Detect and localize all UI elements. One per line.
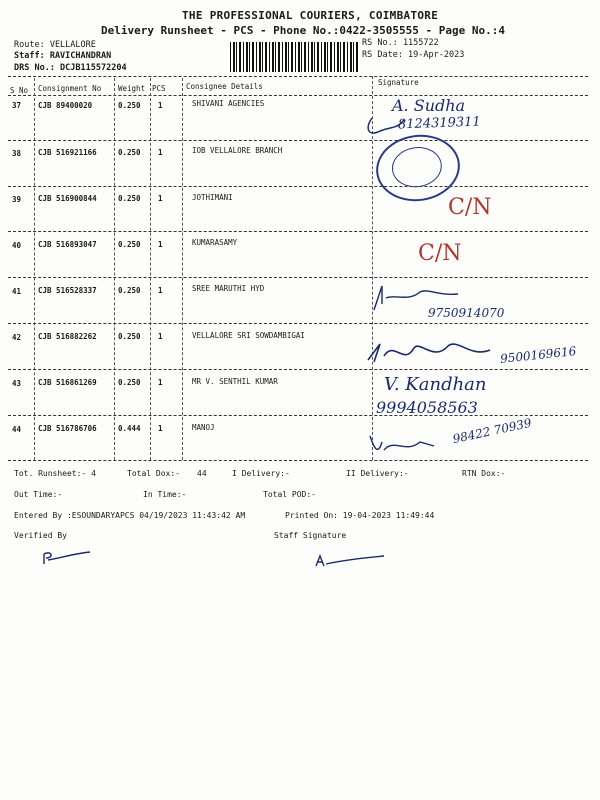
handwritten-phone: 9750914070 [428,306,505,320]
row-weight: 0.250 [118,240,141,249]
handwritten-note: C/N [418,241,462,266]
row-weight: 0.250 [118,101,141,110]
col-weight: Weight [118,84,146,93]
row-pcs: 1 [158,148,163,157]
printed-on: Printed On: 19-04-2023 11:49:44 [285,511,435,520]
handwritten-note: C/N [448,195,492,220]
row-consignment: CJB 516900844 [38,194,97,203]
row-consignee: KUMARASAMY [192,238,238,247]
row-pcs: 1 [158,101,163,110]
table-bottom-rule [8,460,588,461]
table-top-rule [8,76,588,77]
row-weight: 0.250 [118,286,141,295]
entered-by: Entered By :ESOUNDARYAPCS 04/19/2023 11:43:42 AM [14,511,246,520]
row-consignee: MANOJ [192,423,215,432]
row-weight: 0.250 [118,148,141,157]
rtn-dox: RTN Dox:- [462,469,506,478]
row-pcs: 1 [158,378,163,387]
drs-number: DRS No.: DCJB115572204 [14,63,127,73]
col-divider [114,78,115,460]
header-bottom-rule [8,95,588,96]
company-title: THE PROFESSIONAL COURIERS, COIMBATORE [182,9,439,22]
signature-scribble [360,336,500,370]
row-consignee: MR V. SENTHIL KUMAR [192,377,278,386]
col-sno: S No [10,86,29,95]
col-divider [150,78,151,460]
row-consignment: CJB 516786706 [38,424,97,433]
col-divider [182,78,183,460]
in-time: In Time:- [143,490,187,499]
row-sno: 40 [12,241,22,250]
row-sno: 43 [12,379,22,388]
ii-delivery: II Delivery:- [346,469,409,478]
out-time: Out Time:- [14,490,63,499]
handwritten-phone: 8124319311 [397,114,481,133]
row-pcs: 1 [158,332,163,341]
row-sno: 37 [12,101,22,110]
row-divider [8,186,588,187]
row-sno: 44 [12,425,22,434]
staff-label: Staff: RAVICHANDRAN [14,51,112,61]
i-delivery: I Delivery:- [232,469,290,478]
row-pcs: 1 [158,286,163,295]
route-label: Route: VELLALORE [14,40,96,50]
row-divider [8,369,588,370]
row-pcs: 1 [158,240,163,249]
row-divider [8,231,588,232]
runsheet-title: Delivery Runsheet - PCS - Phone No.:0422-3505555 - Page No.:4 [101,24,505,37]
total-dox-value: 44 [197,469,207,478]
row-consignment: CJB 516882262 [38,332,97,341]
verified-by-label: Verified By [14,531,67,540]
handwritten-name: V. Kandhan [384,374,487,395]
total-dox-label: Total Dox:- [127,469,180,478]
barcode [230,42,360,72]
row-pcs: 1 [158,194,163,203]
row-consignment: CJB 516861269 [38,378,97,387]
row-consignee: VELLALORE SRI SOWDAMBIGAI [192,331,305,340]
row-sno: 42 [12,333,22,342]
row-divider [8,140,588,141]
row-consignee: SREE MARUTHI HYD [192,284,265,293]
row-consignment: CJB 516528337 [38,286,97,295]
staff-signature-label: Staff Signature [274,531,347,540]
total-pod: Total POD:- [263,490,316,499]
handwritten-name: A. Sudha [392,96,466,115]
row-consignment: CJB 89400020 [38,101,93,110]
rs-date: RS Date: 19-Apr-2023 [362,50,465,60]
handwritten-phone: 9500169616 [499,344,577,366]
handwritten-phone: 9994058563 [376,398,478,417]
verifier-signature-scribble [38,548,98,568]
col-consignment: Consignment No [38,84,102,93]
row-consignment: CJB 516893047 [38,240,97,249]
row-sno: 39 [12,195,22,204]
row-consignee: SHIVANI AGENCIES [192,99,265,108]
rs-number: RS No.: 1155722 [362,38,439,48]
row-pcs: 1 [158,424,163,433]
row-sno: 41 [12,287,22,296]
row-weight: 0.250 [118,194,141,203]
row-consignment: CJB 516921166 [38,148,97,157]
row-weight: 0.250 [118,332,141,341]
col-consignee: Consignee Details [186,82,263,91]
staff-signature-scribble [310,552,390,570]
row-divider [8,323,588,324]
row-divider [8,415,588,416]
signature-scribble [364,428,444,460]
row-weight: 0.444 [118,424,141,433]
col-pcs: PCS [152,84,166,93]
row-divider [8,277,588,278]
row-sno: 38 [12,149,22,158]
col-signature: Signature [378,78,419,87]
row-consignee: JOTHIMANI [192,193,233,202]
handwritten-phone: 98422 70939 [451,415,533,447]
total-runsheet: Tot. Runsheet:- 4 [14,469,96,478]
row-consignee: IOB VELLALORE BRANCH [192,146,283,155]
row-weight: 0.250 [118,378,141,387]
col-divider [34,78,35,460]
